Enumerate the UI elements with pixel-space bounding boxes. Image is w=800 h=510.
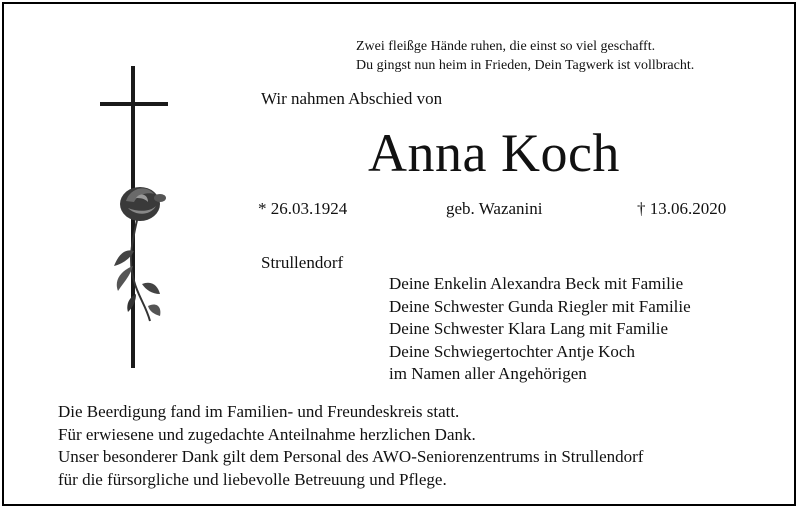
verse <box>356 37 694 75</box>
footer-line: Für erwiesene und zugedachte Anteilnahme herzlichen Dank. <box>58 424 476 444</box>
verse-line: Zwei fleißge Hände ruhen, die einst so viel geschafft. <box>356 39 656 54</box>
footer-line: Die Beerdigung fand im Familien- und Freundeskreis statt. <box>58 402 460 421</box>
mourner-line: Deine Schwester Klara Lang mit Familie <box>389 319 668 338</box>
mourners-list <box>389 273 691 386</box>
intro-text: Wir nahmen Abschied von <box>261 89 443 108</box>
mourner-line: Deine Enkelin Alexandra Beck mit Familie <box>389 274 684 293</box>
footer-line: für die fürsorgliche und liebevolle Betreuung und Pflege. <box>58 469 447 489</box>
maiden-name: geb. Wazanini <box>446 199 543 218</box>
mourner-line: Deine Schwester Gunda Riegler mit Familie <box>389 296 691 316</box>
cross-with-rose-icon <box>98 66 170 371</box>
death-date: † 13.06.2020 <box>637 199 727 218</box>
verse-line: Du gingst nun heim in Frieden, Dein Tagwerk ist vollbracht. <box>356 58 695 73</box>
mourner-line: Deine Schwiegertochter Antje Koch <box>389 341 635 361</box>
mourner-line: im Namen aller Angehörigen <box>389 364 587 383</box>
footer-text <box>58 401 643 491</box>
place: Strullendorf <box>261 253 344 272</box>
footer-line: Unser besonderer Dank gilt dem Personal des AWO-Seniorenzentrums in Strullendorf <box>58 447 644 466</box>
deceased-name: Anna Koch <box>368 123 620 183</box>
birth-date: * 26.03.1924 <box>258 199 348 218</box>
